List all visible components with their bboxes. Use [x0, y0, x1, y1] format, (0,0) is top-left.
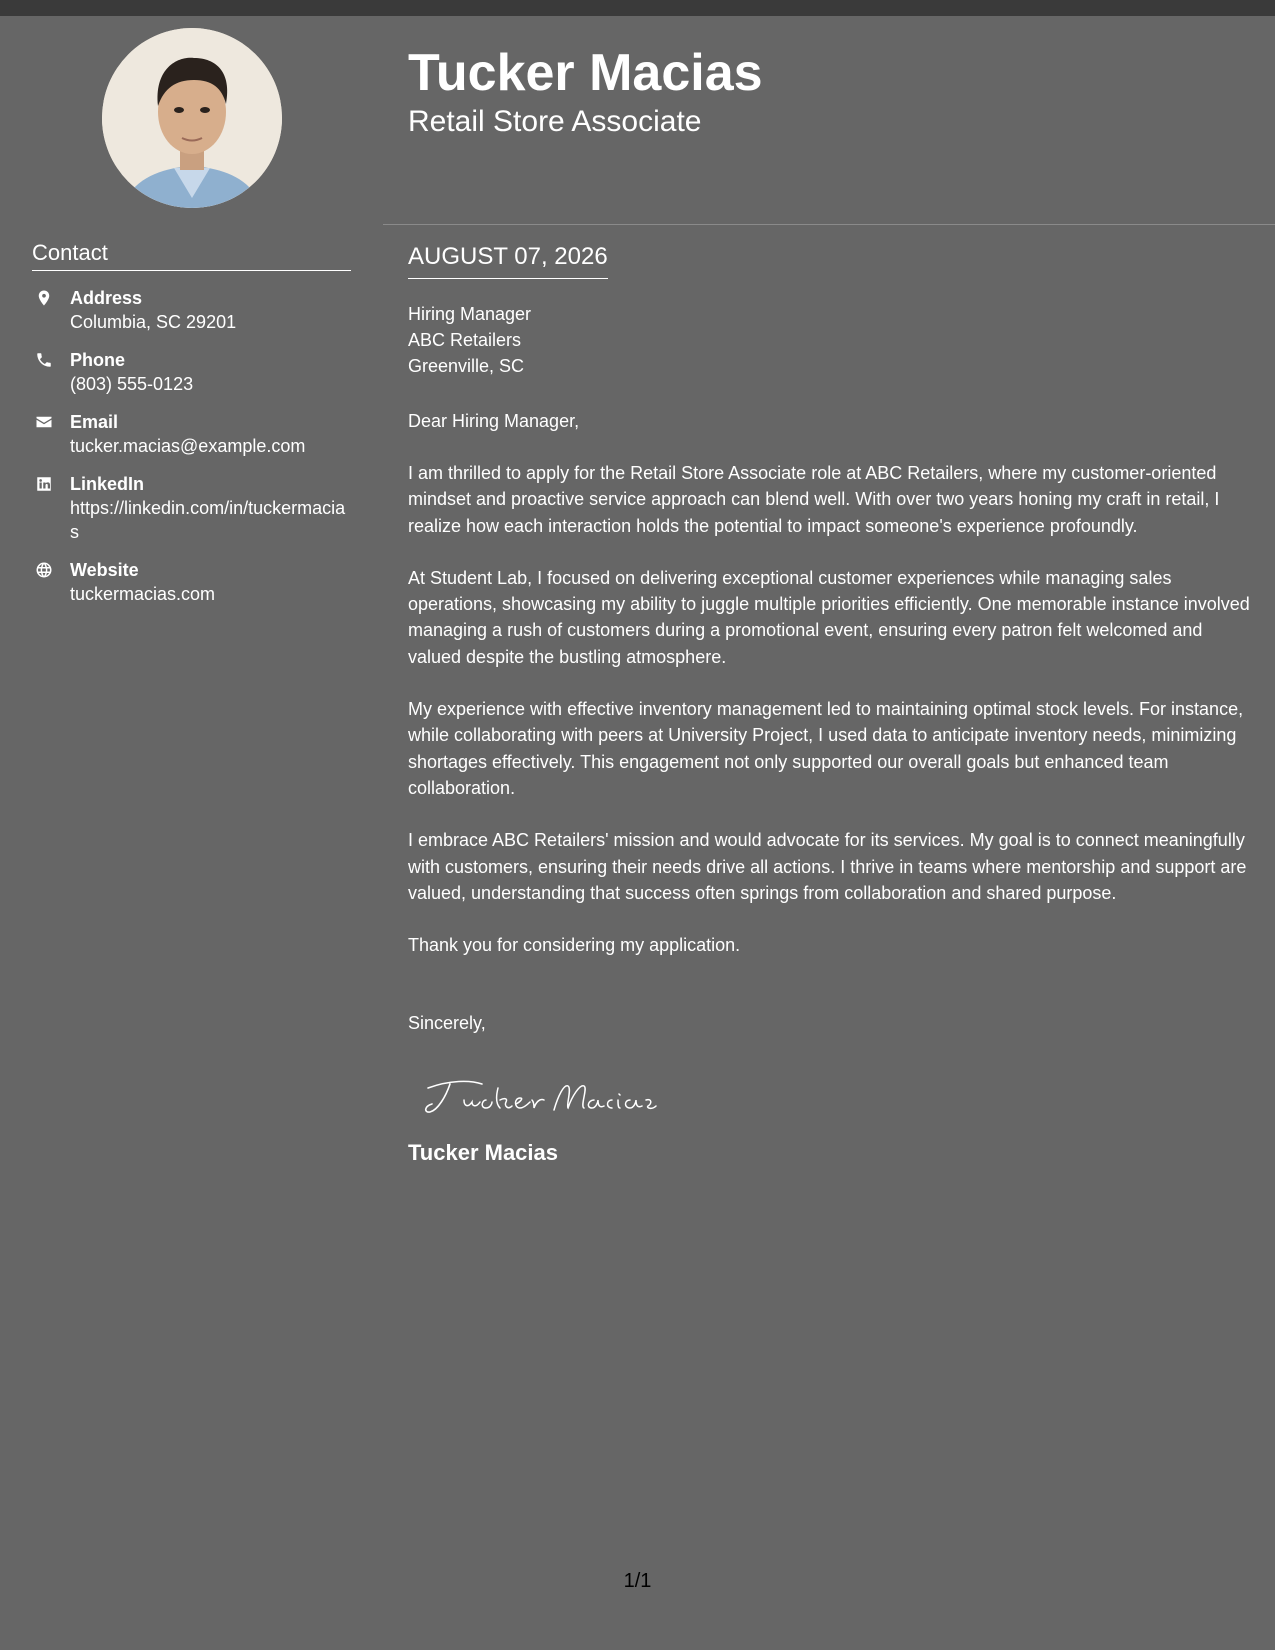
contact-label: Email: [70, 412, 119, 432]
location-pin-icon: [32, 286, 56, 310]
envelope-icon: [32, 410, 56, 434]
page-number: 1/1: [623, 1570, 652, 1592]
linkedin-icon: [32, 472, 56, 496]
website-value[interactable]: tuckermacias.com: [70, 584, 216, 604]
paragraph: I am thrilled to apply for the Retail Store Associate role at ABC Retailers, where my customer-oriented mindset and proactive service approach can blend well. With over two years honing my craft in retail, I realize how each interaction holds the potential to impact someone's experience profoundly.: [408, 463, 1220, 536]
contact-item-phone: [32, 348, 352, 396]
recipient-line: Hiring Manager: [408, 304, 532, 324]
address-value: Columbia, SC 29201: [70, 312, 237, 332]
email-value[interactable]: tucker.macias@example.com: [70, 436, 306, 456]
globe-icon: [32, 558, 56, 582]
phone-icon: [32, 348, 56, 372]
greeting: Dear Hiring Manager,: [408, 411, 580, 431]
profile-photo-image: [102, 28, 282, 208]
contact-heading: Contact: [32, 240, 351, 271]
closing: Sincerely,: [408, 1013, 486, 1034]
contact-label: LinkedIn: [70, 474, 145, 494]
contact-item-website: [32, 558, 352, 606]
letter-body: [408, 240, 1253, 1168]
recipient-line: ABC Retailers: [408, 330, 522, 350]
paragraph: Thank you for considering my application.: [408, 935, 741, 956]
contact-label: Website: [70, 560, 139, 580]
applicant-name: Tucker Macias: [408, 44, 763, 102]
contact-item-email: [32, 410, 352, 458]
paragraph: I embrace ABC Retailers' mission and would advocate for its services. My goal is to connect meaningfully with customers, ensuring their needs drive all actions. I thrive in teams where mentorship and support are valued, understanding that success often springs from collaboration and shared purpose.: [408, 830, 1247, 903]
top-bar: [0, 0, 1275, 16]
paragraph: At Student Lab, I focused on delivering exceptional customer experiences while managing sales operations, showcasing my ability to juggle multiple priorities efficiently. One memorable instance involved managing a rush of customers during a promotional event, ensuring every patron felt welcomed and valued despite the bustling atmosphere.: [408, 567, 1250, 667]
signer-name: Tucker Macias: [408, 1140, 559, 1166]
letter-date: AUGUST 07, 2026: [408, 240, 608, 279]
contact-label: Address: [70, 288, 143, 308]
profile-photo: [102, 28, 282, 208]
header-divider: [383, 224, 1275, 225]
contact-item-linkedin: [32, 472, 352, 544]
recipient-block: [408, 301, 1253, 379]
contact-label: Phone: [70, 350, 126, 370]
paragraph: My experience with effective inventory management led to maintaining optimal stock levels. For instance, while collaborating with peers at University Project, I used data to anticipate inventory needs, minimizing shortages effectively. This engagement not only supported our overall goals but enhanced team collaboration.: [408, 699, 1244, 798]
sidebar: [0, 16, 383, 1650]
handwritten-signature: [420, 1066, 660, 1126]
phone-value[interactable]: (803) 555-0123: [70, 374, 194, 394]
contact-item-address: [32, 286, 352, 334]
linkedin-value[interactable]: https://linkedin.com/in/tuckermacias: [70, 498, 346, 542]
job-title: Retail Store Associate: [408, 105, 702, 138]
recipient-line: Greenville, SC: [408, 356, 525, 376]
contact-list: [32, 286, 352, 620]
